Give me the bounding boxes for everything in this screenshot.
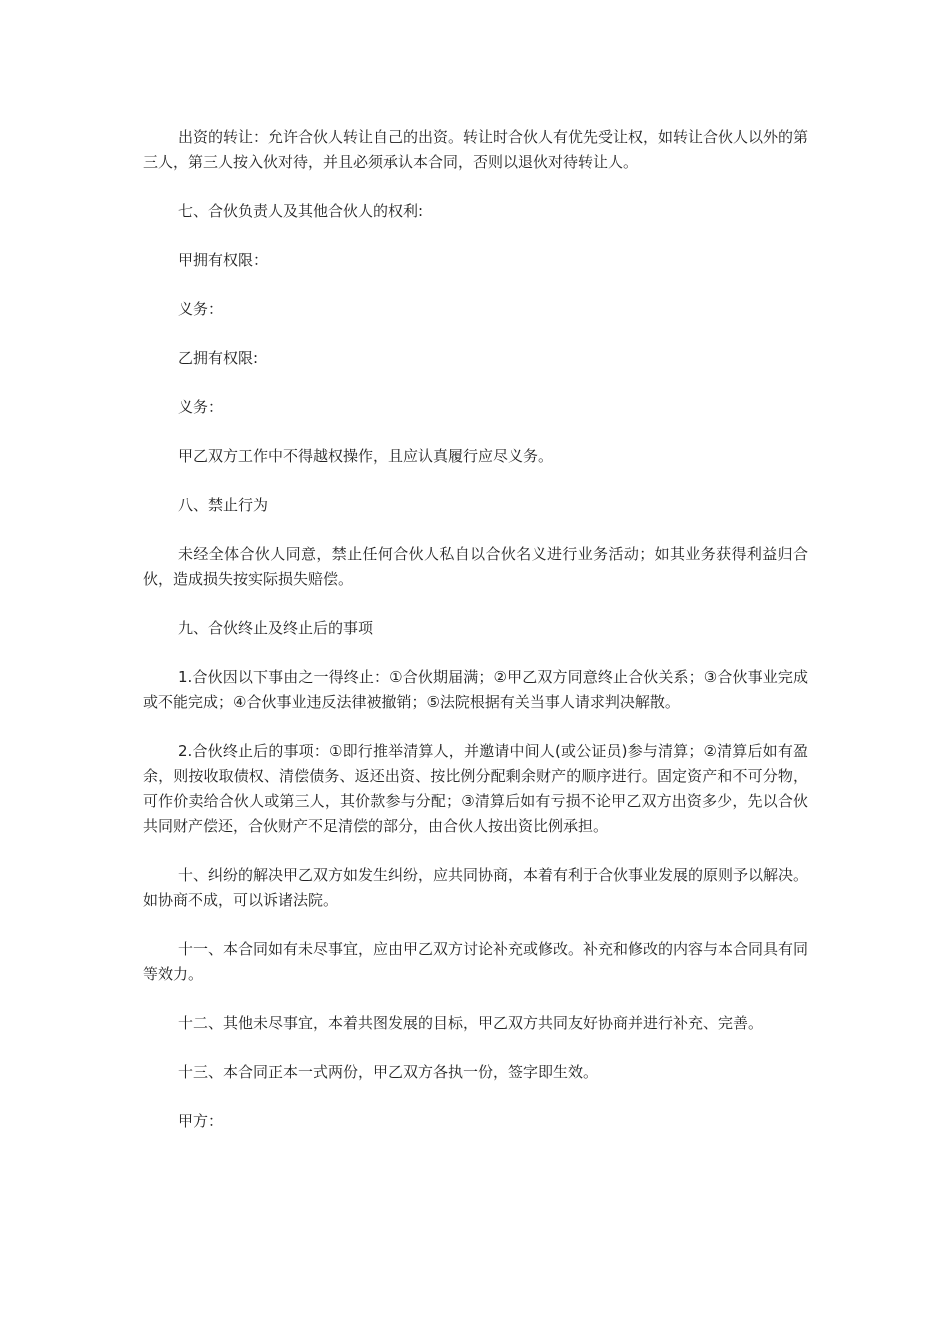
paragraph-prohibited-acts: 未经全体合伙人同意，禁止任何合伙人私自以合伙名义进行业务活动；如其业务获得利益归合伙，造成损失按实际损失赔偿。 xyxy=(143,545,808,588)
paragraph-section-12-other: 十二、其他未尽事宜，本着共图发展的目标，甲乙双方共同友好协商并进行补充、完善。 xyxy=(178,1014,764,1032)
paragraph-party-b-obligations: 义务： xyxy=(178,398,224,416)
heading-section-9-termination: 九、合伙终止及终止后的事项 xyxy=(178,619,374,637)
paragraph-no-overstepping: 甲乙双方工作中不得越权操作，且应认真履行应尽义务。 xyxy=(178,447,554,465)
paragraph-party-a-obligations: 义务： xyxy=(178,300,224,318)
paragraph-section-10-disputes: 十、纠纷的解决甲乙双方如发生纠纷，应共同协商，本着有利于合伙事业发展的原则予以解决。如协商不成，可以诉诸法院。 xyxy=(143,866,809,909)
document-body xyxy=(143,125,808,1158)
paragraph-termination-causes: 1.合伙因以下事由之一得终止：①合伙期届满；②甲乙双方同意终止合伙关系；③合伙事业完成或不能完成；④合伙事业违反法律被撤销；⑤法院根据有关当事人请求判决解散。 xyxy=(143,668,808,711)
paragraph-section-11-amendments: 十一、本合同如有未尽事宜，应由甲乙双方讨论补充或修改。补充和修改的内容与本合同具有同等效力。 xyxy=(143,940,809,983)
paragraph-transfer-of-capital: 出资的转让：允许合伙人转让自己的出资。转让时合伙人有优先受让权，如转让合伙人以外的第三人，第三人按入伙对待，并且必须承认本合同，否则以退伙对待转让人。 xyxy=(143,128,809,171)
signature-party-a: 甲方： xyxy=(178,1112,224,1130)
paragraph-party-a-authority: 甲拥有权限： xyxy=(178,251,269,269)
paragraph-section-13-copies: 十三、本合同正本一式两份，甲乙双方各执一份，签字即生效。 xyxy=(178,1063,599,1081)
heading-section-8-prohibited: 八、禁止行为 xyxy=(178,496,269,514)
paragraph-post-termination: 2.合伙终止后的事项：①即行推举清算人，并邀请中间人(或公证员)参与清算；②清算后如有盈余，则按收取债权、清偿债务、返还出资、按比例分配剩余财产的顺序进行。固定资产和不可分物，可作价卖给合伙人或第三人，其价款参与分配；③清算后如有亏损不论甲乙双方出资多少，先以合伙共同财产偿还，合伙财产不足清偿的部分，由合伙人按出资比例承担。 xyxy=(143,742,808,835)
paragraph-party-b-authority: 乙拥有权限: xyxy=(178,349,259,367)
heading-section-7-rights: 七、合伙负责人及其他合伙人的权利: xyxy=(178,202,424,220)
